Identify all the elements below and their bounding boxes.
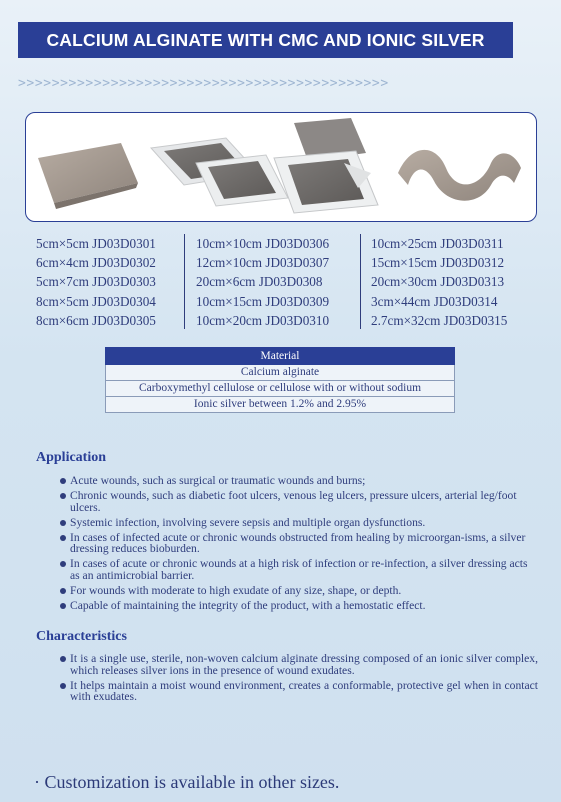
list-item: It is a single use, sterile, non-woven calcium alginate dressing composed of an ionic silver complex, which releases silver ions in the presence of wound exudates. [60, 653, 538, 676]
bullet-icon [60, 561, 66, 567]
material-row: Ionic silver between 1.2% and 2.95% [106, 397, 455, 413]
application-list [60, 475, 530, 615]
size-item: 5cm×7cm JD03D0303 [36, 274, 156, 290]
size-column-1 [36, 234, 156, 330]
size-item: 20cm×30cm JD03D0313 [371, 274, 505, 290]
size-item: 15cm×15cm JD03D0312 [371, 255, 505, 271]
page-title: CALCIUM ALGINATE WITH CMC AND IONIC SILVER [18, 22, 513, 58]
size-column-2 [196, 234, 329, 330]
bullet-icon [60, 656, 66, 662]
list-item: In cases of infected acute or chronic wounds obstructed from healing by microorgan-isms, a silver dressing reduces bioburden. [60, 532, 530, 555]
size-item: 10cm×20cm JD03D0310 [196, 312, 330, 328]
material-row: Calcium alginate [106, 365, 455, 381]
bullet-icon [60, 520, 66, 526]
size-item: 3cm×44cm JD03D0314 [371, 293, 498, 309]
bullet-icon [60, 535, 66, 541]
size-item: 2.7cm×32cm JD03D0315 [371, 312, 508, 328]
material-row: Carboxymethyl cellulose or cellulose with or without sodium [106, 381, 455, 397]
list-item: Acute wounds, such as surgical or traumatic wounds and burns; [60, 475, 530, 487]
list-item: For wounds with moderate to high exudate of any size, shape, or depth. [60, 585, 530, 597]
characteristics-heading: Characteristics [36, 629, 127, 644]
size-item: 8cm×5cm JD03D0304 [36, 293, 156, 309]
bullet-icon [60, 493, 66, 499]
size-item: 10cm×15cm JD03D0309 [196, 293, 330, 309]
size-item: 20cm×6cm JD03D0308 [196, 274, 323, 290]
size-item: 5cm×5cm JD03D0301 [36, 236, 156, 251]
alginate-rope-photo [398, 150, 521, 201]
list-item: Capable of maintaining the integrity of the product, with a hemostatic effect. [60, 600, 530, 612]
framed-dressing-photo [151, 138, 288, 206]
column-divider [360, 234, 361, 329]
size-item: 12cm×10cm JD03D0307 [196, 255, 330, 271]
list-item: Systemic infection, involving severe sepsis and multiple organ dysfunctions. [60, 517, 530, 529]
bullet-icon [60, 478, 66, 484]
customization-note: · Customization is available in other sizes. [34, 772, 340, 792]
size-item: 10cm×25cm JD03D0311 [371, 236, 504, 251]
column-divider [184, 234, 185, 329]
silver-dressing-photo [274, 118, 378, 213]
list-item: In cases of acute or chronic wounds at a high risk of infection or re-infection, a silver dressing acts as an antimicrobial barrier. [60, 558, 530, 581]
bullet-icon [60, 588, 66, 594]
bullet-icon [60, 603, 66, 609]
application-heading: Application [36, 450, 107, 465]
product-photo-panel [25, 112, 537, 222]
characteristics-list [60, 653, 538, 706]
size-item: 10cm×10cm JD03D0306 [196, 236, 330, 251]
size-item: 8cm×6cm JD03D0305 [36, 312, 156, 328]
bullet-icon [60, 683, 66, 689]
list-item: Chronic wounds, such as diabetic foot ulcers, venous leg ulcers, pressure ulcers, arterial leg/foot ulcers. [60, 490, 530, 513]
arrow-divider: >>>>>>>>>>>>>>>>>>>>>>>>>>>>>>>>>>>>>>>>>>>> [18, 76, 389, 91]
material-table [105, 347, 455, 413]
product-photos [26, 113, 536, 221]
list-item: It helps maintain a moist wound environment, creates a conformable, protective gel when in contact with exudates. [60, 680, 538, 703]
material-header: Material [106, 348, 455, 365]
size-column-3 [371, 234, 507, 330]
size-item: 6cm×4cm JD03D0302 [36, 255, 156, 271]
alginate-sheet-photo [38, 143, 138, 209]
